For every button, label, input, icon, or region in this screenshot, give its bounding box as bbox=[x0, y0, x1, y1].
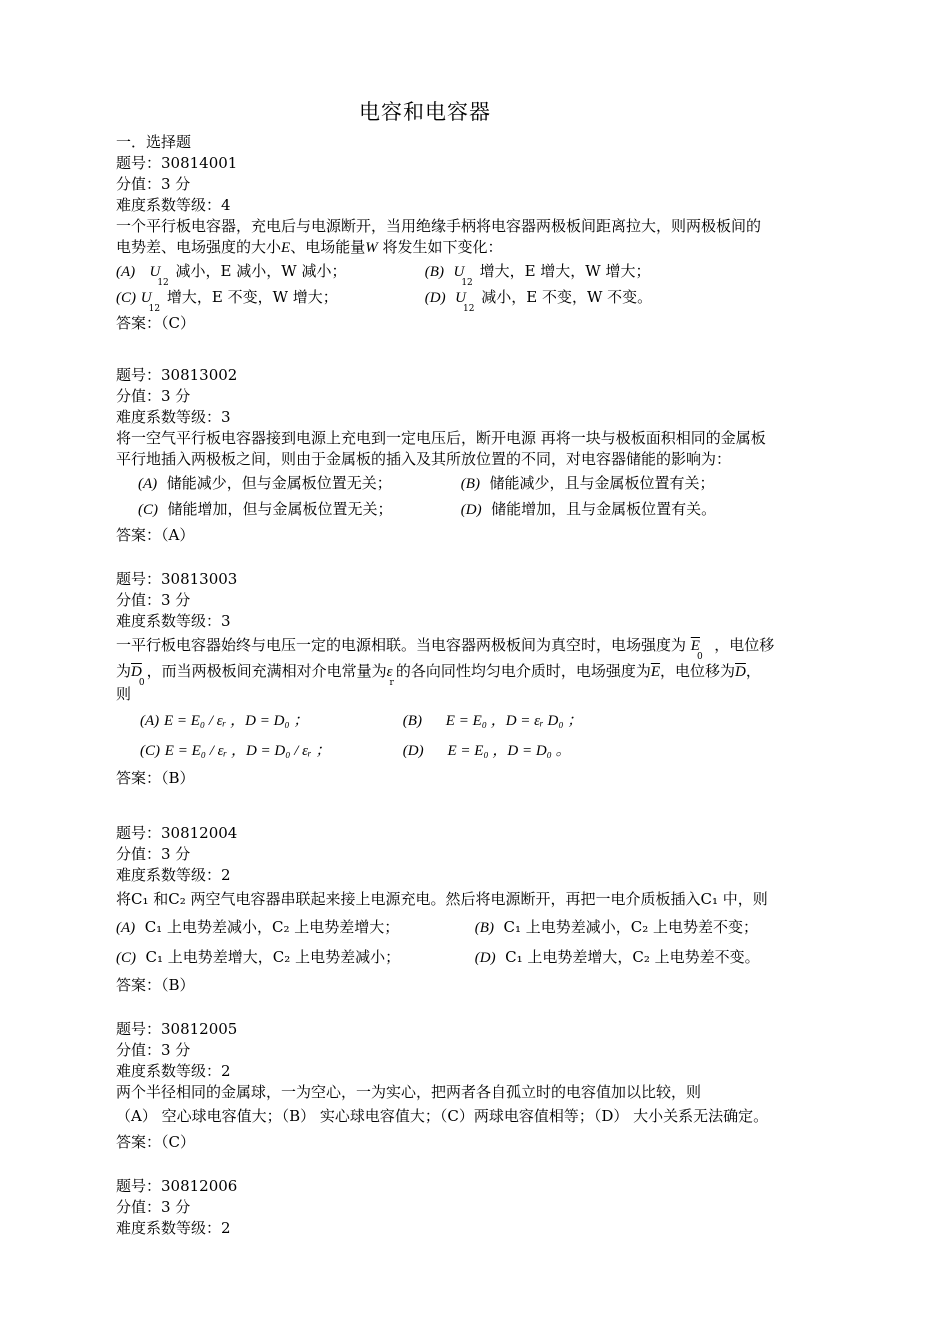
question-level: 难度系数等级：2 bbox=[116, 1219, 231, 1237]
option-c: (C) C₁ 上电势差增大，C₂ 上电势差减小； bbox=[116, 948, 401, 966]
question-stem: 将C₁ 和C₂ 两空气电容器串联起来接上电源充电。然后将电源断开，再把一电介质板插入C₁ 中，则 bbox=[116, 890, 768, 908]
question-id: 题号：30812006 bbox=[116, 1177, 238, 1195]
question-4 bbox=[116, 823, 876, 998]
option-a: (A) 储能减少，但与金属板位置无关； bbox=[138, 474, 392, 492]
option-row bbox=[116, 284, 876, 314]
question-score: 分值：3 分 bbox=[116, 1041, 191, 1059]
question-stem: 电势差、电场强度的大小E、电场能量W 将发生如下变化： bbox=[116, 238, 503, 256]
question-stem: 两个半径相同的金属球，一为空心，一为实心，把两者各自孤立时的电容值加以比较，则 bbox=[116, 1083, 702, 1101]
question-id: 题号：30813002 bbox=[116, 366, 238, 384]
option-b: (B) C₁ 上电势差减小，C₂ 上电势差不变； bbox=[474, 918, 759, 936]
option-row bbox=[116, 705, 876, 735]
option-row: （A） 空心球电容值大；（B） 实心球电容值大；（C）两球电容值相等；（D） 大小关系无法确定。 bbox=[116, 1107, 769, 1125]
answer: 答案：（B） bbox=[116, 976, 195, 994]
question-2 bbox=[116, 365, 876, 548]
question-score: 分值：3 分 bbox=[116, 845, 191, 863]
option-c: (C) E = E₀ / εᵣ ，D = D₀ / εᵣ ； bbox=[140, 743, 331, 759]
option-c: (C) $U_{12}$ 增大，E 不变，W 增大； bbox=[116, 288, 338, 314]
question-id: 题号：30812004 bbox=[116, 824, 238, 842]
option-d: (D) 储能增加，且与金属板位置有关。 bbox=[460, 500, 717, 518]
answer: 答案：（A） bbox=[116, 526, 195, 544]
question-score: 分值：3 分 bbox=[116, 175, 191, 193]
question-1 bbox=[116, 132, 876, 336]
option-row bbox=[116, 912, 876, 942]
answer: 答案：（C） bbox=[116, 1133, 195, 1151]
question-stem: 为$\overline{D}_0$，而当两极板间充满相对介电常量为$\varepsilon_r$的各向同性均匀电介质时，电场强度为$\overline{E}$，电位移为$\overline{D}$， bbox=[116, 662, 761, 688]
question-id: 题号：30812005 bbox=[116, 1020, 238, 1038]
option-row bbox=[116, 735, 876, 765]
option-row bbox=[116, 258, 876, 288]
option-d: (D) E = E₀ ，D = D₀ 。 bbox=[402, 743, 571, 759]
option-a: (A) C₁ 上电势差减小，C₂ 上电势差增大； bbox=[116, 918, 400, 936]
question-level: 难度系数等级：4 bbox=[116, 196, 231, 214]
page-title: 电容和电容器 bbox=[359, 100, 491, 124]
question-stem: 一个平行板电容器，充电后与电源断开，当用绝缘手柄将电容器两极板间距离拉大，则两极板间的 bbox=[116, 217, 762, 235]
answer: 答案：（C） bbox=[116, 314, 195, 332]
question-stem: 平行地插入两极板之间，则由于金属板的插入及其所放位置的不同，对电容器储能的影响为： bbox=[116, 450, 732, 468]
option-b: (B) $U_{12}$ 增大，E 增大，W 增大； bbox=[424, 262, 651, 288]
question-score: 分值：3 分 bbox=[116, 1198, 191, 1216]
section-heading: 一．选择题 bbox=[116, 133, 192, 151]
option-d: (D) $U_{12}$ 减小，E 不变，W 不变。 bbox=[424, 288, 653, 314]
option-b: (B) 储能减少，且与金属板位置有关； bbox=[460, 474, 715, 492]
answer: 答案：（B） bbox=[116, 769, 195, 787]
question-id: 题号：30813003 bbox=[116, 570, 238, 588]
question-stem: 一平行板电容器始终与电压一定的电源相联。当电容器两极板间为真空时，电场强度为 $\overline{E}_0$ ，电位移 bbox=[116, 636, 775, 662]
option-b: (B) E = E₀ ，D = εᵣ D₀ ； bbox=[402, 713, 583, 729]
question-stem: 将一空气平行板电容器接到电源上充电到一定电压后，断开电源 再将一块与极板面积相同的金属板 bbox=[116, 429, 766, 447]
question-level: 难度系数等级：3 bbox=[116, 408, 231, 426]
question-5 bbox=[116, 1019, 876, 1155]
option-row bbox=[116, 470, 876, 496]
option-row bbox=[116, 942, 876, 972]
question-id: 题号：30814001 bbox=[116, 154, 238, 172]
option-a: (A) E = E₀ / εᵣ ，D = D₀ ； bbox=[140, 713, 309, 729]
question-3 bbox=[116, 569, 876, 791]
question-6 bbox=[116, 1176, 876, 1239]
question-level: 难度系数等级：3 bbox=[116, 612, 231, 630]
question-level: 难度系数等级：2 bbox=[116, 866, 231, 884]
question-score: 分值：3 分 bbox=[116, 591, 191, 609]
question-score: 分值：3 分 bbox=[116, 387, 191, 405]
question-level: 难度系数等级：2 bbox=[116, 1062, 231, 1080]
option-c: (C) 储能增加，但与金属板位置无关； bbox=[138, 500, 393, 518]
option-a: (A) $U_{12}$ 减小，E 减小，W 减小； bbox=[116, 262, 347, 288]
question-stem: 则 bbox=[116, 685, 132, 703]
option-d: (D) C₁ 上电势差增大，C₂ 上电势差不变。 bbox=[474, 948, 760, 966]
option-row bbox=[116, 496, 876, 522]
